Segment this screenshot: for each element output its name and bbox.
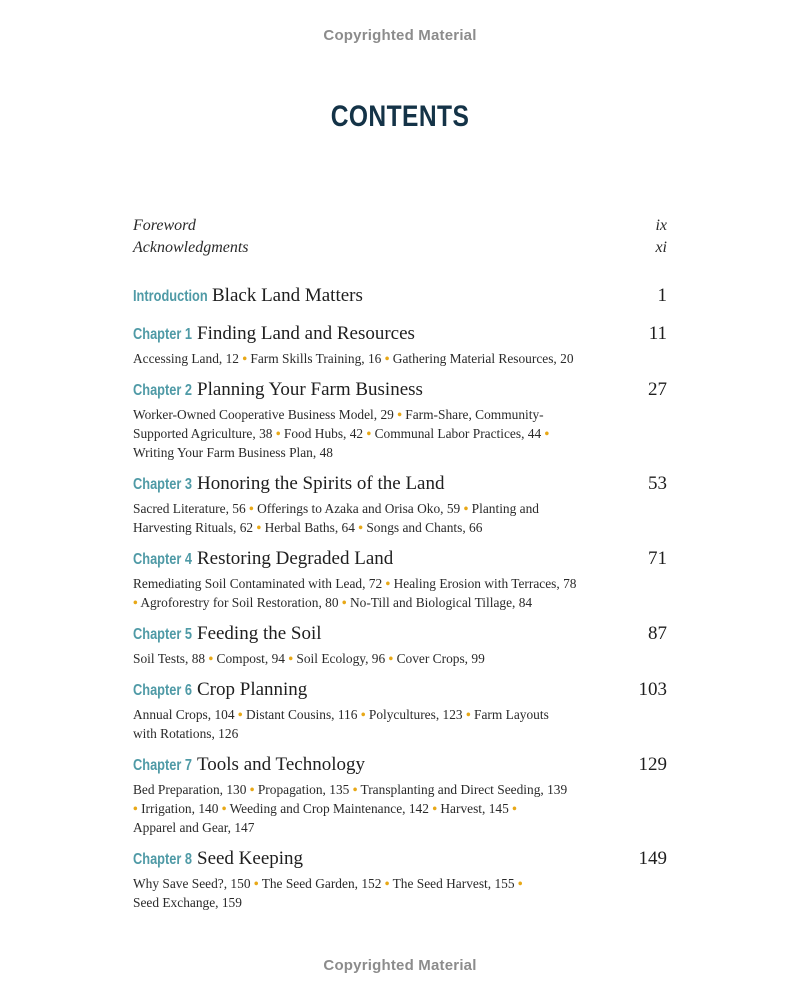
section-line — [133, 500, 615, 519]
section-item: with Rotations, 126 — [133, 725, 239, 741]
chapter-label: Chapter 6 — [133, 682, 193, 699]
chapter-title: Crop Planning — [197, 679, 308, 700]
section-line — [133, 519, 615, 538]
bullet-separator-icon: • — [358, 519, 363, 535]
bullet-separator-icon: • — [237, 707, 243, 722]
section-line — [133, 575, 615, 594]
section-item: Farm-Share, Community- — [405, 407, 544, 422]
toc-entry — [133, 379, 667, 462]
section-item: Agroforestry for Soil Restoration, 80 — [140, 594, 339, 610]
bullet-separator-icon: • — [366, 425, 372, 441]
toc-entry-heading — [133, 623, 667, 647]
section-item: Farm Layouts — [474, 707, 549, 722]
bullet-separator-icon: • — [352, 782, 358, 797]
bullet-separator-icon: • — [512, 800, 517, 816]
section-item: Offerings to Azaka and Orisa Oko, 59 — [257, 501, 461, 516]
chapter-sections — [133, 500, 615, 538]
section-item: Annual Crops, 104 — [133, 707, 235, 722]
chapter-sections — [133, 575, 615, 613]
bullet-separator-icon: • — [385, 576, 391, 591]
front-matter-page: xi — [655, 239, 667, 256]
section-item: The Seed Harvest, 155 — [392, 876, 515, 891]
section-line — [133, 725, 615, 744]
front-matter-label: Acknowledgments — [133, 239, 249, 256]
chapter-title: Honoring the Spirits of the Land — [197, 473, 445, 494]
chapter-label: Chapter 4 — [133, 551, 193, 568]
chapter-label: Chapter 2 — [133, 382, 193, 399]
chapter-sections — [133, 781, 615, 837]
chapter-title: Feeding the Soil — [197, 623, 322, 644]
chapter-sections — [133, 406, 615, 462]
section-item: Food Hubs, 42 — [283, 425, 364, 441]
toc-entry — [133, 473, 667, 538]
toc-entry — [133, 285, 667, 309]
bullet-separator-icon: • — [256, 519, 262, 535]
section-line — [133, 875, 615, 894]
chapter-sections — [133, 875, 615, 913]
chapter-page-number: 149 — [638, 848, 667, 869]
section-line — [133, 444, 615, 463]
section-item: Worker-Owned Cooperative Business Model, 29 — [133, 407, 394, 422]
bullet-separator-icon: • — [544, 425, 550, 441]
bullet-separator-icon: • — [133, 800, 138, 816]
chapter-title: Finding Land and Resources — [197, 323, 415, 344]
section-line — [133, 350, 615, 369]
section-item: Healing Erosion with Terraces, 78 — [393, 576, 577, 591]
section-item: Songs and Chants, 66 — [366, 519, 483, 535]
section-item: Propagation, 135 — [257, 782, 350, 797]
chapter-page-number: 103 — [638, 679, 667, 700]
chapter-title: Restoring Degraded Land — [197, 548, 394, 569]
bullet-separator-icon: • — [465, 707, 471, 722]
toc-entry-heading — [133, 754, 667, 778]
bullet-separator-icon: • — [249, 501, 254, 516]
chapter-title: Black Land Matters — [212, 285, 363, 306]
section-item: Gathering Material Resources, 20 — [392, 351, 574, 366]
bullet-separator-icon: • — [463, 501, 469, 516]
chapter-title: Planning Your Farm Business — [197, 379, 423, 400]
section-item: Transplanting and Direct Seeding, 139 — [360, 782, 568, 797]
section-line — [133, 425, 615, 444]
bullet-separator-icon: • — [275, 425, 281, 441]
section-line — [133, 894, 615, 913]
chapter-page-number: 1 — [657, 285, 667, 306]
chapter-label: Chapter 5 — [133, 626, 193, 643]
toc-entry — [133, 754, 667, 837]
bullet-separator-icon: • — [208, 651, 214, 666]
front-matter-item-acknowledgments — [133, 239, 667, 257]
chapter-label: Chapter 1 — [133, 326, 193, 343]
section-item: Sacred Literature, 56 — [133, 501, 246, 516]
bullet-separator-icon: • — [133, 594, 138, 610]
bullet-separator-icon: • — [249, 782, 255, 797]
section-item: The Seed Garden, 152 — [261, 876, 382, 891]
toc-entry-heading — [133, 679, 667, 703]
bullet-separator-icon: • — [384, 351, 390, 366]
section-item: Soil Ecology, 96 — [296, 651, 386, 666]
bullet-separator-icon: • — [388, 651, 394, 666]
section-item: Distant Cousins, 116 — [245, 707, 358, 722]
section-item: Bed Preparation, 130 — [133, 782, 247, 797]
section-item: Harvest, 145 — [440, 800, 509, 816]
section-item: Soil Tests, 88 — [133, 651, 206, 666]
section-item: Weeding and Crop Maintenance, 142 — [229, 800, 429, 816]
bullet-separator-icon: • — [341, 594, 347, 610]
section-line — [133, 781, 615, 800]
section-item: Remediating Soil Contaminated with Lead, 72 — [133, 576, 383, 591]
front-matter-label: Foreword — [133, 217, 196, 234]
front-matter-page: ix — [655, 217, 667, 234]
toc-entry-heading — [133, 379, 667, 403]
bullet-separator-icon: • — [360, 707, 366, 722]
toc-entry-heading — [133, 473, 667, 497]
section-item: Cover Crops, 99 — [396, 651, 485, 666]
toc-entry-heading — [133, 323, 667, 347]
chapter-page-number: 87 — [648, 623, 667, 644]
chapter-label: Chapter 8 — [133, 851, 193, 868]
chapter-label: Introduction — [133, 288, 208, 305]
section-item: Writing Your Farm Business Plan, 48 — [133, 444, 333, 460]
section-item: Communal Labor Practices, 44 — [374, 425, 542, 441]
toc-entry-heading — [133, 548, 667, 572]
section-line — [133, 706, 615, 725]
section-item: Accessing Land, 12 — [133, 351, 239, 366]
section-item: Herbal Baths, 64 — [264, 519, 355, 535]
page-title: CONTENTS — [330, 100, 470, 133]
chapter-page-number: 11 — [648, 323, 667, 344]
bullet-separator-icon: • — [253, 876, 259, 891]
toc-entry — [133, 623, 667, 669]
toc-entry — [133, 848, 667, 913]
section-item: Planting and — [471, 501, 539, 516]
chapter-sections — [133, 706, 615, 744]
bullet-separator-icon: • — [288, 651, 294, 666]
section-line — [133, 650, 615, 669]
section-item: Farm Skills Training, 16 — [250, 351, 382, 366]
bullet-separator-icon: • — [517, 876, 523, 891]
bullet-separator-icon: • — [432, 800, 438, 816]
bullet-separator-icon: • — [242, 351, 248, 366]
section-item: Why Save Seed?, 150 — [133, 876, 251, 891]
chapter-page-number: 71 — [648, 548, 667, 569]
toc-entry-heading — [133, 848, 667, 872]
chapter-title: Seed Keeping — [197, 848, 304, 869]
section-item: Irrigation, 140 — [141, 800, 219, 816]
section-item: Apparel and Gear, 147 — [133, 819, 255, 835]
copyright-footer: Copyrighted Material — [323, 957, 477, 974]
toc-entry — [133, 679, 667, 744]
chapter-page-number: 27 — [648, 379, 667, 400]
section-line — [133, 594, 615, 613]
chapter-title: Tools and Technology — [197, 754, 365, 775]
toc-entry — [133, 323, 667, 369]
section-item: Harvesting Rituals, 62 — [133, 519, 254, 535]
bullet-separator-icon: • — [384, 876, 390, 891]
chapter-page-number: 129 — [638, 754, 667, 775]
section-line — [133, 406, 615, 425]
toc-entry — [133, 548, 667, 613]
bullet-separator-icon: • — [221, 800, 227, 816]
section-item: Supported Agriculture, 38 — [133, 425, 273, 441]
chapter-sections — [133, 350, 615, 369]
chapter-page-number: 53 — [648, 473, 667, 494]
section-item: No-Till and Biological Tillage, 84 — [349, 594, 533, 610]
chapter-sections — [133, 650, 615, 669]
copyright-header: Copyrighted Material — [323, 27, 477, 44]
section-line — [133, 800, 615, 819]
bullet-separator-icon: • — [397, 407, 402, 422]
section-line — [133, 819, 615, 838]
chapter-label: Chapter 7 — [133, 757, 193, 774]
chapter-label: Chapter 3 — [133, 476, 193, 493]
section-item: Compost, 94 — [216, 651, 285, 666]
section-item: Seed Exchange, 159 — [133, 894, 242, 910]
front-matter-item-foreword — [133, 217, 667, 235]
section-item: Polycultures, 123 — [368, 707, 463, 722]
toc-entry-heading — [133, 285, 667, 309]
